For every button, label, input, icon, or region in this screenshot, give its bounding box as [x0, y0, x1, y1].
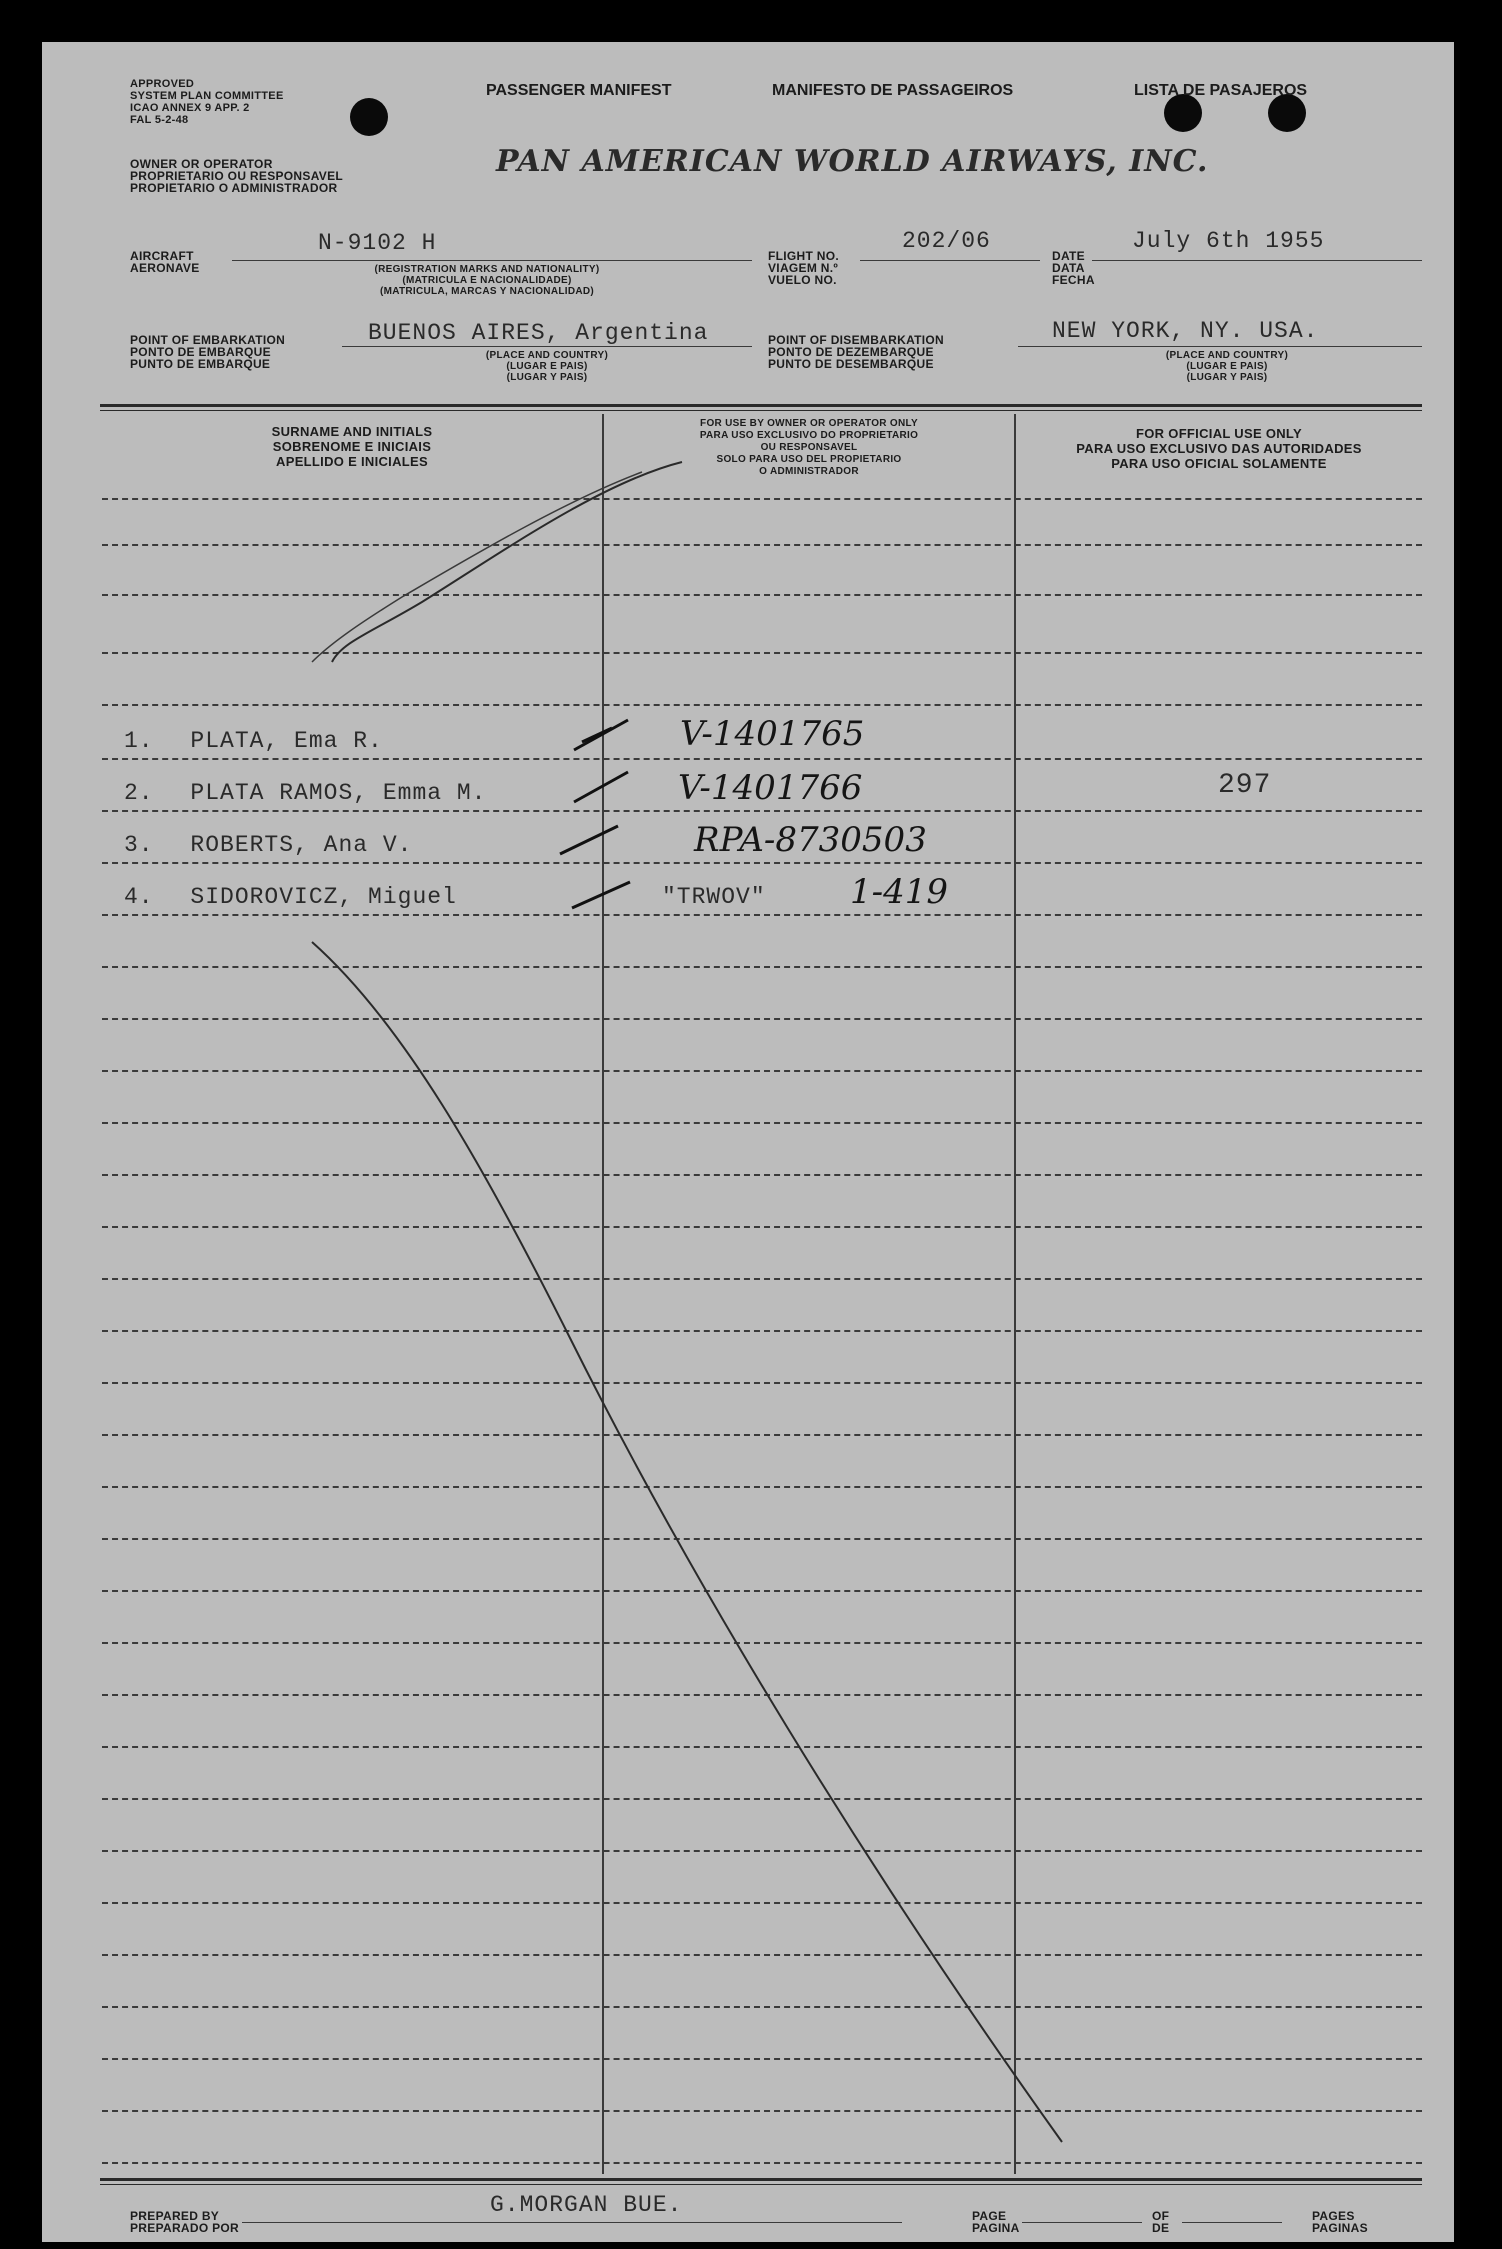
prepared-value: G.MORGAN BUE. — [490, 2192, 683, 2218]
aircraft-sub-line: (REGISTRATION MARKS AND NATIONALITY) — [374, 264, 600, 275]
disembarkation-value: NEW YORK, NY. USA. — [1052, 318, 1319, 344]
airline-name: PAN AMERICAN WORLD AIRWAYS, INC. — [496, 144, 1209, 179]
passenger-name: ROBERTS, Ana V. — [190, 832, 413, 858]
official-value: 297 — [1218, 770, 1272, 801]
disembarkation-label-line: POINT OF DISEMBARKATION — [768, 333, 945, 347]
embarkation-label-line: POINT OF EMBARKATION — [130, 333, 286, 347]
prepared-underline — [242, 2222, 902, 2223]
page-label-line: PAGINA — [972, 2221, 1020, 2235]
disembarkation-label-line: PUNTO DE DESEMBARQUE — [768, 357, 934, 371]
passenger-name: SIDOROVICZ, Miguel — [190, 884, 457, 910]
form-title-pt: MANIFESTO DE PASSAGEIROS — [772, 82, 1014, 99]
date-label-line: DATA — [1052, 261, 1085, 275]
date-label-line: DATE — [1052, 249, 1085, 263]
table-bottom-rule — [100, 2178, 1422, 2181]
of-label-line: DE — [1152, 2221, 1170, 2235]
passenger-num: 4. — [124, 884, 154, 910]
embarkation-sub-line: (LUGAR Y PAIS) — [506, 372, 588, 383]
flight-value: 202/06 — [902, 228, 991, 254]
disembarkation-label-line: PONTO DE DEZEMBARQUE — [768, 345, 934, 359]
check-mark — [574, 720, 628, 750]
flight-label-line: FLIGHT NO. — [768, 249, 839, 263]
embarkation-label-line: PONTO DE EMBARQUE — [130, 345, 271, 359]
col-header-line: FOR USE BY OWNER OR OPERATOR ONLY — [700, 418, 918, 429]
disembarkation-sub-line: (PLACE AND COUNTRY) — [1165, 350, 1289, 361]
check-mark — [574, 772, 628, 802]
date-label-line: FECHA — [1052, 273, 1095, 287]
flight-label-line: VIAGEM N.º — [768, 261, 839, 275]
approval-line: APPROVED — [130, 78, 195, 90]
embarkation-value: BUENOS AIRES, Argentina — [368, 320, 709, 346]
col-header-line: SOLO PARA USO DEL PROPIETARIO — [716, 454, 902, 465]
aircraft-label-line: AIRCRAFT — [130, 249, 194, 263]
pen-stroke — [332, 462, 682, 662]
disembarkation-sub-line: (LUGAR Y PAIS) — [1186, 372, 1268, 383]
col-header-line: FOR OFFICIAL USE ONLY — [1136, 426, 1302, 441]
pages-label-line: PAGES — [1312, 2209, 1355, 2223]
approval-line: ICAO ANNEX 9 APP. 2 — [130, 102, 250, 114]
embarkation-sub-line: (LUGAR E PAIS) — [506, 361, 588, 372]
approval-line: FAL 5-2-48 — [130, 114, 189, 126]
col-header-line: PARA USO OFICIAL SOLAMENTE — [1111, 456, 1327, 471]
col-header-line: PARA USO EXCLUSIVO DAS AUTORIDADES — [1076, 441, 1362, 456]
col-header-line: OU RESPONSAVEL — [760, 442, 858, 453]
passenger-code: V-1401766 — [678, 768, 863, 808]
pages-label-line: PAGINAS — [1312, 2221, 1368, 2235]
passenger-name: PLATA, Ema R. — [190, 728, 383, 754]
check-mark — [560, 826, 618, 854]
passenger-row — [124, 728, 383, 754]
check-mark — [572, 882, 630, 908]
owner-label-line: PROPRIETARIO OU RESPONSAVEL — [130, 169, 344, 183]
col-header-line: PARA USO EXCLUSIVO DO PROPRIETARIO — [699, 430, 919, 441]
form-title-en: PASSENGER MANIFEST — [486, 82, 672, 99]
passenger-name: PLATA RAMOS, Emma M. — [190, 780, 487, 806]
passenger-num: 3. — [124, 832, 154, 858]
date-value: July 6th 1955 — [1132, 228, 1325, 254]
col-header-line: O ADMINISTRADOR — [759, 466, 859, 477]
manifest-sheet — [42, 42, 1454, 2242]
page-underline — [1022, 2222, 1142, 2223]
passenger-row — [124, 780, 486, 806]
col-header-line: APELLIDO E INICIALES — [276, 454, 428, 469]
passenger-code: RPA-8730503 — [694, 820, 927, 860]
prepared-label — [130, 2210, 239, 2234]
aircraft-sub-line: (MATRICULA, MARCAS Y NACIONALIDAD) — [379, 286, 595, 297]
page-label — [972, 2210, 1020, 2234]
owner-label-line: OWNER OR OPERATOR — [130, 157, 273, 171]
aircraft-label-line: AERONAVE — [130, 261, 200, 275]
aircraft-value: N-9102 H — [318, 230, 437, 256]
pages-label — [1312, 2210, 1368, 2234]
passenger-code-extra: 1-419 — [850, 872, 949, 912]
passenger-row — [124, 832, 412, 858]
form-title-es: LISTA DE PASAJEROS — [1134, 82, 1308, 99]
of-underline — [1182, 2222, 1282, 2223]
table-bottom-rule — [100, 2184, 1422, 2185]
pen-stroke — [312, 942, 1062, 2142]
of-label-line: OF — [1152, 2209, 1170, 2223]
pen-strokes — [42, 42, 1454, 2242]
passenger-num: 2. — [124, 780, 154, 806]
embarkation-label-line: PUNTO DE EMBARQUE — [130, 357, 271, 371]
approval-line: SYSTEM PLAN COMMITTEE — [130, 90, 284, 102]
passenger-code: "TRWOV" — [662, 884, 766, 910]
flight-label-line: VUELO NO. — [768, 273, 837, 287]
col-header-line: SOBRENOME E INICIAIS — [272, 439, 432, 454]
prepared-label-line: PREPARADO POR — [130, 2221, 240, 2235]
embarkation-sub-line: (PLACE AND COUNTRY) — [485, 350, 609, 361]
disembarkation-sub-line: (LUGAR E PAIS) — [1186, 361, 1268, 372]
col-header-line: SURNAME AND INITIALS — [271, 424, 433, 439]
passenger-row — [124, 884, 457, 910]
prepared-label-line: PREPARED BY — [130, 2209, 220, 2223]
owner-label-line: PROPIETARIO O ADMINISTRADOR — [130, 181, 338, 195]
of-label — [1152, 2210, 1169, 2234]
passenger-num: 1. — [124, 728, 154, 754]
aircraft-sub-line: (MATRICULA E NACIONALIDADE) — [402, 275, 572, 286]
page-label-line: PAGE — [972, 2209, 1007, 2223]
passenger-code: V-1401765 — [680, 714, 865, 754]
